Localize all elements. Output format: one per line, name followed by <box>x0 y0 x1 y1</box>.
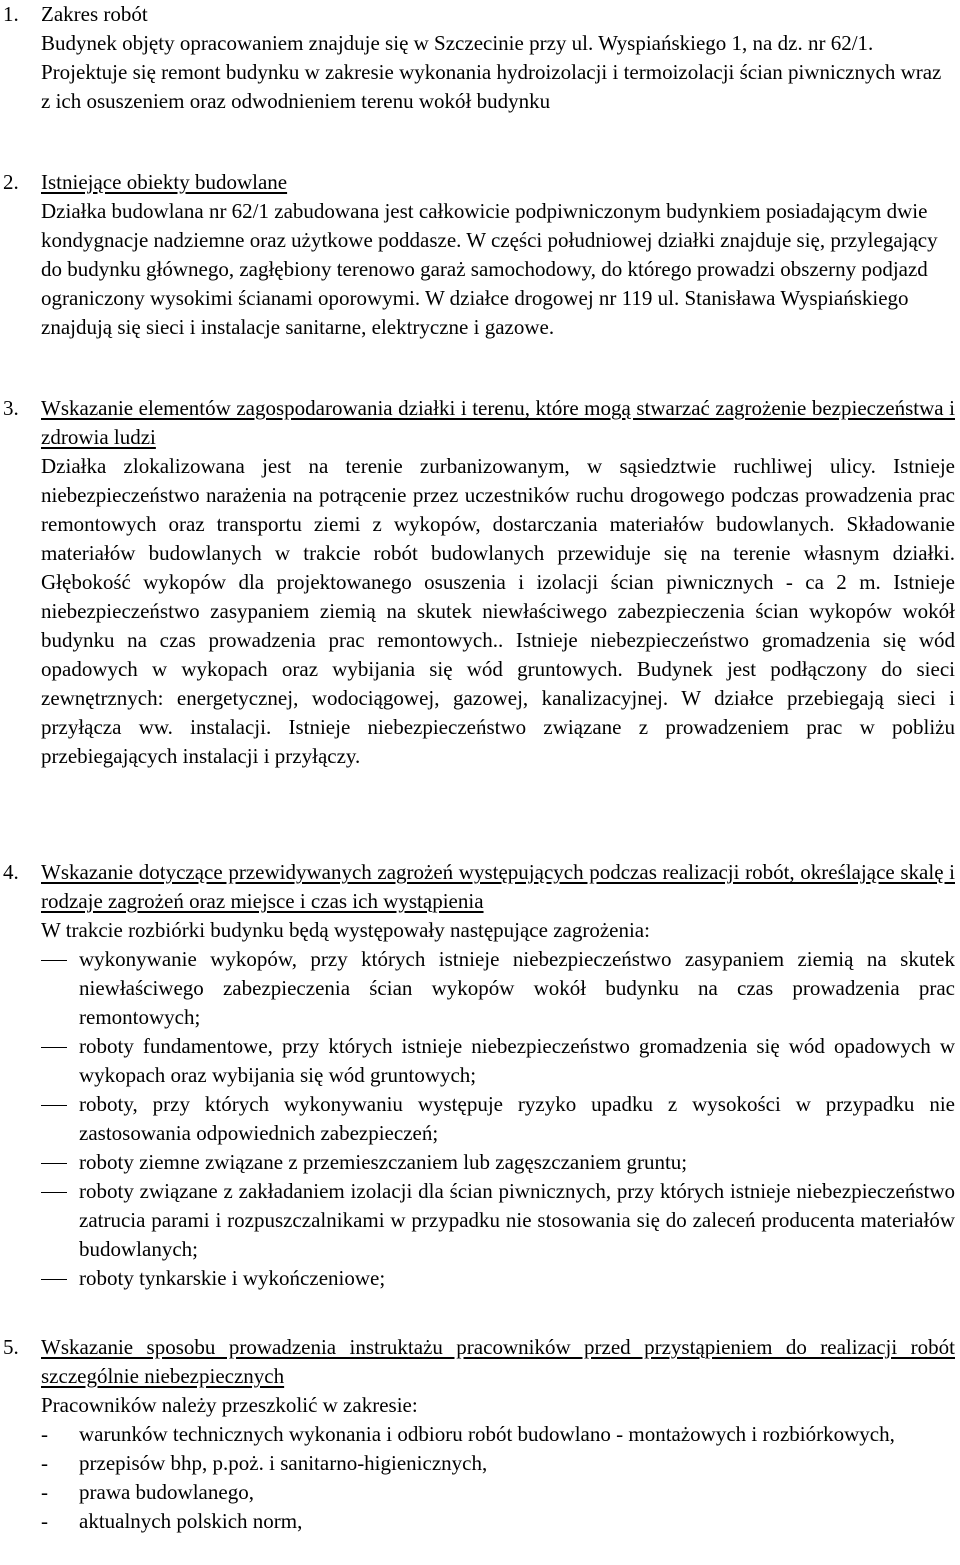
list-item: - prawa budowlanego, <box>41 1478 955 1507</box>
section-heading <box>0 0 955 29</box>
training-list <box>41 1420 955 1536</box>
hyphen-bullet: - <box>41 1451 48 1475</box>
section-heading <box>0 858 955 916</box>
section-number: 2. <box>3 170 19 194</box>
section-title: Istniejące obiekty budowlane <box>41 170 288 194</box>
section-paragraph: Budynek objęty opracowaniem znajduje się w Szczecinie przy ul. Wyspiańskiego 1, na dz. nr 62/1. Projektuje się remont budynku w zakresie wykonania hydroizolacji i termoizolacji ścian piwnicznych wraz z ich osuszeniem oraz odwodnieniem terenu wokół budynku <box>41 31 942 113</box>
section-paragraph: Działka budowlana nr 62/1 zabudowana jest całkowicie podpiwniczonym budynkiem posiadającym dwie kondygnacje nadziemne oraz użytkowe poddasze. W części południowej działki znajduje się, przylegający do budynku głównego, zagłębiony terenowo garaż samochodowy, do którego prowadzi obszerny podjazd ograniczony wysokimi ścianami oporowymi. W działce drogowej nr 119 ul. Stanisława Wyspiańskiego znajdują się sieci i instalacje sanitarne, elektryczne i gazowe. <box>41 199 938 339</box>
section-3 <box>0 394 955 771</box>
list-item: roboty fundamentowe, przy których istnieje niebezpieczeństwo gromadzenia się wód opadowych w wykopach oraz wybijania się wód gruntowych; <box>41 1032 955 1090</box>
dash-bullet-icon <box>41 1163 67 1164</box>
list-item: wykonywanie wykopów, przy których istnieje niebezpieczeństwo zasypaniem ziemią na skutek niewłaściwego zabezpieczenia ścian wykopów wokół budynku na czas prowadzenia prac remontowych; <box>41 945 955 1032</box>
list-item: - przepisów bhp, p.poż. i sanitarno-higienicznych, <box>41 1449 955 1478</box>
dash-bullet-icon <box>41 1192 67 1193</box>
dash-bullet-icon <box>41 1105 67 1106</box>
section-number: 5. <box>3 1335 19 1359</box>
section-1 <box>0 0 955 116</box>
dash-bullet-icon <box>41 1047 67 1048</box>
section-title: Zakres robót <box>41 2 148 26</box>
list-item: - aktualnych polskich norm, <box>41 1507 955 1536</box>
list-item: roboty tynkarskie i wykończeniowe; <box>41 1264 955 1293</box>
section-number: 4. <box>3 860 19 884</box>
section-heading <box>0 394 955 452</box>
section-paragraph: Działka zlokalizowana jest na terenie zurbanizowanym, w sąsiedztwie ruchliwej ulicy. Istnieje niebezpieczeństwo narażenia na potrącenie przez uczestników ruchu drogowego podczas prowadzenia prac remontowych oraz transportu ziemi z wykopów, dostarczania materiałów budowlanych. Składowanie materiałów budowlanych w trakcie robót budowlanych przewiduje się na terenie własnym działki. Głębokość wykopów dla projektowanego osuszenia i izolacji ścian piwnicznych - ca 2 m. Istnieje niebezpieczeństwo zasypaniem ziemią na skutek niewłaściwego zabezpieczenia ścian wykopów wokół budynku na czas prowadzenia prac remontowych.. Istnieje niebezpieczeństwo gromadzenia się wód opadowych w wykopach oraz wybijania się wód gruntowych. Budynek jest podłączony do sieci zewnętrznych: energetycznej, wodociągowej, gazowej, kanalizacyjnej. W działce przebiegają sieci i przyłącza ww. instalacji. Istnieje niebezpieczeństwo związane z prowadzeniem prac w pobliżu przebiegających instalacji i przyłączy. <box>41 454 955 768</box>
list-item: roboty ziemne związane z przemieszczaniem lub zagęszczaniem gruntu; <box>41 1148 955 1177</box>
section-title: Wskazanie dotyczące przewidywanych zagrożeń występujących podczas realizacji robót, określające skalę i rodzaje zagrożeń oraz miejsce i czas ich wystąpienia <box>41 860 955 913</box>
hazard-list <box>41 945 955 1293</box>
section-intro: Pracowników należy przeszkolić w zakresie: <box>41 1393 418 1417</box>
dash-bullet-icon <box>41 960 67 961</box>
hyphen-bullet: - <box>41 1422 48 1446</box>
dash-bullet-icon <box>41 1279 67 1280</box>
section-number: 3. <box>3 396 19 420</box>
section-heading <box>0 1333 955 1391</box>
section-heading <box>0 168 955 197</box>
section-5 <box>0 1333 955 1536</box>
section-2 <box>0 168 955 342</box>
hyphen-bullet: - <box>41 1480 48 1504</box>
list-item: - warunków technicznych wykonania i odbioru robót budowlano - montażowych i rozbiórkowych, <box>41 1420 955 1449</box>
section-title: Wskazanie sposobu prowadzenia instruktażu pracowników przed przystąpieniem do realizacji robót szczególnie niebezpiecznych <box>41 1335 955 1388</box>
section-4 <box>0 858 955 1293</box>
hyphen-bullet: - <box>41 1509 48 1533</box>
list-item: roboty, przy których wykonywaniu występuje ryzyko upadku z wysokości w przypadku nie zastosowania odpowiednich zabezpieczeń; <box>41 1090 955 1148</box>
list-item: roboty związane z zakładaniem izolacji dla ścian piwnicznych, przy których istnieje niebezpieczeństwo zatrucia parami i rozpuszczalnikami w przypadku nie stosowania się do zaleceń producenta materiałów budowlanych; <box>41 1177 955 1264</box>
section-title: Wskazanie elementów zagospodarowania działki i terenu, które mogą stwarzać zagrożenie bezpieczeństwa i zdrowia ludzi <box>41 396 955 449</box>
section-number: 1. <box>3 2 19 26</box>
section-intro: W trakcie rozbiórki budynku będą występowały następujące zagrożenia: <box>41 918 650 942</box>
